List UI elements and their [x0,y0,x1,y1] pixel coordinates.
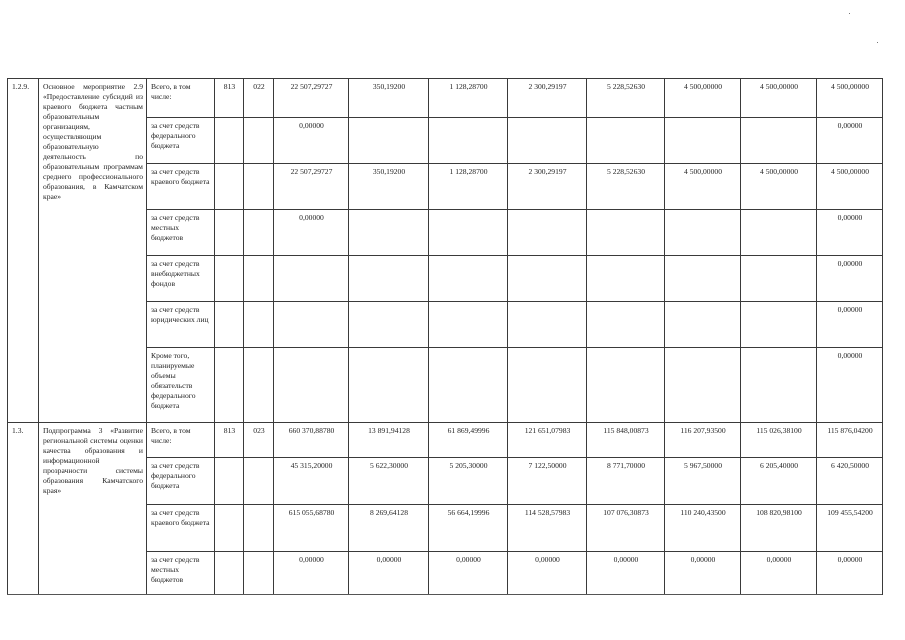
amount-cell: 1 128,28700 [429,164,508,210]
grbs-code [215,348,244,423]
amount-cell [349,210,429,256]
amount-cell: 0,00000 [817,256,883,302]
amount-cell: 0,00000 [741,552,817,595]
amount-cell: 0,00000 [587,552,665,595]
section-code [244,458,274,505]
amount-cell: 56 664,19996 [429,505,508,552]
amount-cell: 61 869,49996 [429,423,508,458]
amount-cell: 660 370,88780 [274,423,349,458]
amount-cell [741,302,817,348]
amount-cell: 7 122,50000 [508,458,587,505]
grbs-code [215,118,244,164]
section-code: 022 [244,79,274,118]
amount-cell: 115 848,00873 [587,423,665,458]
scan-speck [849,13,850,14]
amount-cell [665,302,741,348]
amount-cell [429,302,508,348]
amount-cell [741,118,817,164]
amount-cell: 2 300,29197 [508,79,587,118]
amount-cell [508,118,587,164]
grbs-code [215,256,244,302]
amount-cell: 4 500,00000 [741,164,817,210]
amount-cell: 0,00000 [817,348,883,423]
amount-cell: 5 622,30000 [349,458,429,505]
section-code [244,552,274,595]
amount-cell [741,210,817,256]
scan-speck [877,42,878,43]
amount-cell: 4 500,00000 [817,79,883,118]
amount-cell [587,256,665,302]
amount-cell: 0,00000 [817,552,883,595]
amount-cell [429,118,508,164]
section-code [244,164,274,210]
amount-cell: 109 455,54200 [817,505,883,552]
amount-cell: 115 876,04200 [817,423,883,458]
amount-cell: 5 228,52630 [587,164,665,210]
amount-cell: 4 500,00000 [741,79,817,118]
amount-cell [508,348,587,423]
amount-cell: 350,19200 [349,164,429,210]
amount-cell: 0,00000 [274,552,349,595]
amount-cell: 107 076,30873 [587,505,665,552]
section-code [244,505,274,552]
amount-cell: 5 205,30000 [429,458,508,505]
amount-cell: 13 891,94128 [349,423,429,458]
amount-cell: 0,00000 [349,552,429,595]
amount-cell: 4 500,00000 [665,164,741,210]
amount-cell: 6 420,50000 [817,458,883,505]
amount-cell [274,302,349,348]
amount-cell [587,348,665,423]
section-code [244,348,274,423]
amount-cell: 5 967,50000 [665,458,741,505]
funding-source: за счет средств краевого бюджета [147,164,215,210]
grbs-code [215,164,244,210]
section-code: 023 [244,423,274,458]
amount-cell [349,302,429,348]
funding-source: за счет средств федерального бюджета [147,118,215,164]
amount-cell [274,256,349,302]
amount-cell: 8 269,64128 [349,505,429,552]
amount-cell [508,256,587,302]
page-bottom-rule [7,594,882,595]
amount-cell: 114 528,57983 [508,505,587,552]
amount-cell: 0,00000 [817,210,883,256]
amount-cell [587,210,665,256]
table-row [8,423,883,458]
funding-source: за счет средств краевого бюджета [147,505,215,552]
amount-cell: 4 500,00000 [665,79,741,118]
section-code [244,256,274,302]
funding-source: за счет средств федерального бюджета [147,458,215,505]
amount-cell [665,118,741,164]
amount-cell: 4 500,00000 [817,164,883,210]
amount-cell: 2 300,29197 [508,164,587,210]
item-code: 1.3. [8,423,39,595]
amount-cell [665,348,741,423]
amount-cell: 45 315,20000 [274,458,349,505]
amount-cell [665,210,741,256]
amount-cell: 5 228,52630 [587,79,665,118]
funding-source: за счет средств юридических лиц [147,302,215,348]
funding-source: за счет средств местных бюджетов [147,210,215,256]
amount-cell: 115 026,38100 [741,423,817,458]
amount-cell: 108 820,98100 [741,505,817,552]
item-name: Подпрограмма 3 «Развитие региональной системы оценки качества образования и информационной прозрачности системы образования Камчатского края» [39,423,147,595]
grbs-code [215,505,244,552]
amount-cell [508,302,587,348]
amount-cell [741,256,817,302]
funding-source: Всего, в том числе: [147,79,215,118]
amount-cell: 0,00000 [817,302,883,348]
amount-cell: 116 207,93500 [665,423,741,458]
amount-cell [587,302,665,348]
amount-cell: 350,19200 [349,79,429,118]
amount-cell: 1 128,28700 [429,79,508,118]
amount-cell [429,210,508,256]
budget-table [7,78,883,595]
section-code [244,302,274,348]
amount-cell [274,348,349,423]
amount-cell: 0,00000 [274,118,349,164]
grbs-code [215,302,244,348]
amount-cell [429,348,508,423]
grbs-code [215,210,244,256]
funding-source: за счет средств местных бюджетов [147,552,215,595]
amount-cell: 0,00000 [508,552,587,595]
amount-cell [349,348,429,423]
grbs-code: 813 [215,79,244,118]
funding-source: Кроме того, планируемые объемы обязательств федерального бюджета [147,348,215,423]
amount-cell [508,210,587,256]
amount-cell: 6 205,40000 [741,458,817,505]
item-code: 1.2.9. [8,79,39,423]
amount-cell: 8 771,70000 [587,458,665,505]
grbs-code: 813 [215,423,244,458]
amount-cell [349,256,429,302]
funding-source: за счет средств внебюджетных фондов [147,256,215,302]
amount-cell: 615 055,68780 [274,505,349,552]
item-name: Основное мероприятие 2.9 «Предоставление субсидий из краевого бюджета частным образовательным организациям, осуществляющим образовательную деятельность по образовательным программам среднего профессионального образования, в Камчатском крае» [39,79,147,423]
amount-cell: 121 651,07983 [508,423,587,458]
amount-cell [665,256,741,302]
amount-cell: 0,00000 [274,210,349,256]
amount-cell [741,348,817,423]
amount-cell: 22 507,29727 [274,79,349,118]
amount-cell [349,118,429,164]
amount-cell: 22 507,29727 [274,164,349,210]
section-code [244,210,274,256]
table-row [8,79,883,118]
grbs-code [215,552,244,595]
amount-cell [429,256,508,302]
funding-source: Всего, в том числе: [147,423,215,458]
amount-cell: 0,00000 [429,552,508,595]
section-code [244,118,274,164]
amount-cell: 110 240,43500 [665,505,741,552]
amount-cell: 0,00000 [817,118,883,164]
amount-cell [587,118,665,164]
grbs-code [215,458,244,505]
amount-cell: 0,00000 [665,552,741,595]
